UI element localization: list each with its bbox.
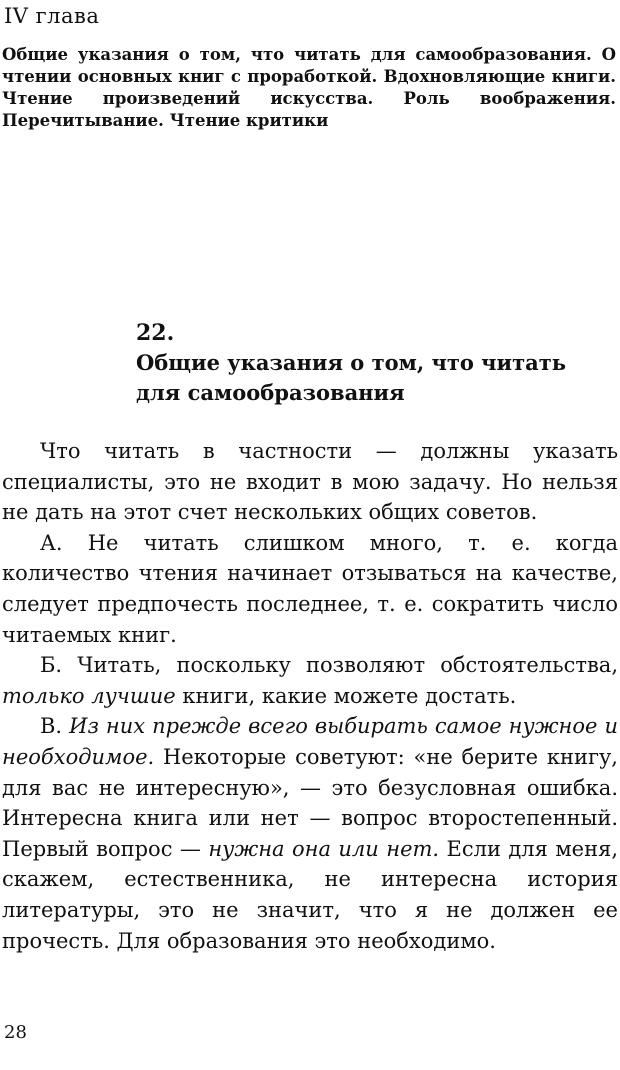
- paragraph-b-emphasis: только лучшие: [2, 683, 176, 708]
- paragraph-c-text-middle: Некоторые советуют: «не берите книгу, для вас не интересную», — это безусловная ошибка. Интересна книга или нет — вопрос второстепенный. Первый вопрос —: [2, 744, 618, 861]
- page-number: 28: [4, 1022, 27, 1043]
- chapter-summary: Общие указания о том, что читать для самообразования. О чтении основных книг с проработкой. Вдохновляющие книги. Чтение произведений искусства. Роль воображения. Перечитывание. Чтение критики: [2, 45, 616, 130]
- paragraph-c: [2, 711, 618, 956]
- section-number: 22.: [136, 320, 175, 346]
- paragraph-a: А. Не читать слишком много, т. е. когда количество чтения начинает отзываться на качестве, следует предпочесть последнее, т. е. сократить число читаемых книг.: [2, 530, 618, 647]
- chapter-label: IV глава: [4, 4, 100, 28]
- paragraph-b-text-start: Б. Читать, поскольку позволяют обстоятельства,: [40, 653, 618, 678]
- paragraph-b: [2, 650, 618, 711]
- paragraph-intro: Что читать в частности — должны указать специалисты, это не входит в мою задачу. Но нельзя не дать на этот счет нескольких общих советов.: [2, 439, 618, 525]
- paragraph-c-text-end: Если для меня, скажем, естественника, не интересна история литературы, это не значит, что я не должен ее прочесть. Для образования это необходимо.: [2, 836, 618, 953]
- paragraph-b-text-end: книги, какие можете достать.: [175, 683, 517, 708]
- body-text: [2, 436, 618, 956]
- paragraph-c-prefix: В.: [40, 714, 70, 739]
- paragraph-c-emphasis-2: нужна она или нет.: [208, 836, 440, 861]
- section-title: Общие указания о том, что читать для самообразования: [136, 350, 566, 405]
- paragraph-c-emphasis-1: Из них прежде всего выбирать самое нужное и необходимое.: [2, 714, 618, 769]
